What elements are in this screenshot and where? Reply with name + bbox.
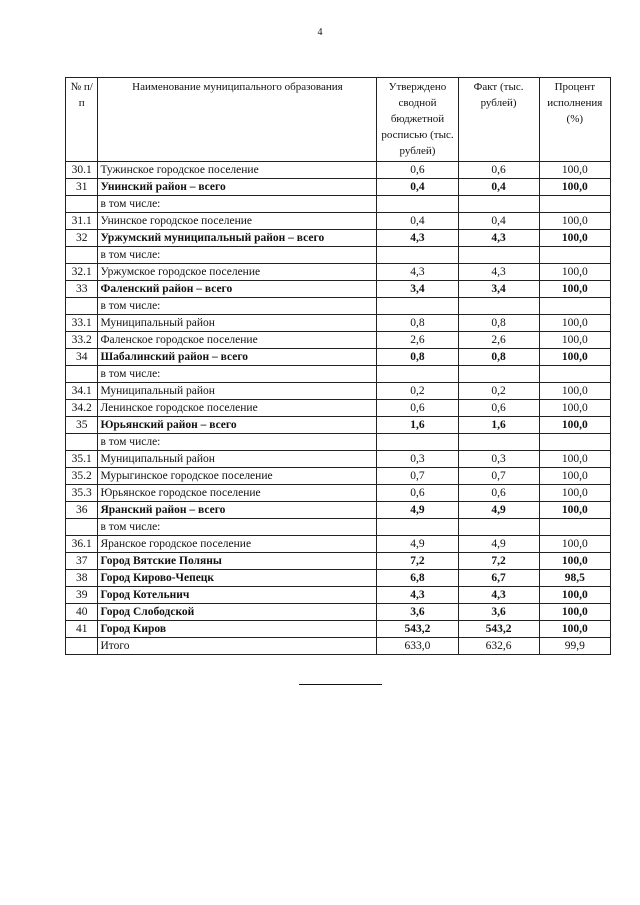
table-row	[66, 451, 611, 468]
actual-amount-cell: 0,6	[458, 162, 539, 179]
row-number-cell	[66, 196, 98, 213]
table-row	[66, 332, 611, 349]
table-row	[66, 179, 611, 196]
municipality-name-cell: в том числе:	[98, 298, 377, 315]
row-number-cell: 33.1	[66, 315, 98, 332]
actual-amount-cell: 543,2	[458, 621, 539, 638]
actual-amount-cell: 3,4	[458, 281, 539, 298]
table-row	[66, 162, 611, 179]
row-number-cell: 32	[66, 230, 98, 247]
approved-amount-cell: 2,6	[377, 332, 458, 349]
execution-percent-cell: 100,0	[539, 162, 610, 179]
approved-amount-cell	[377, 247, 458, 264]
approved-amount-cell: 6,8	[377, 570, 458, 587]
approved-amount-cell: 0,4	[377, 179, 458, 196]
budget-execution-table	[65, 77, 611, 655]
table-row	[66, 536, 611, 553]
approved-amount-cell: 7,2	[377, 553, 458, 570]
approved-amount-cell: 0,7	[377, 468, 458, 485]
actual-amount-cell: 4,9	[458, 502, 539, 519]
approved-amount-cell: 0,6	[377, 400, 458, 417]
row-number-cell: 41	[66, 621, 98, 638]
table-row	[66, 383, 611, 400]
actual-amount-cell: 0,6	[458, 400, 539, 417]
table-row	[66, 468, 611, 485]
approved-amount-cell	[377, 519, 458, 536]
table-row	[66, 400, 611, 417]
actual-amount-cell: 7,2	[458, 553, 539, 570]
execution-percent-cell: 100,0	[539, 383, 610, 400]
execution-percent-cell	[539, 366, 610, 383]
row-number-cell: 33	[66, 281, 98, 298]
approved-amount-cell: 4,3	[377, 230, 458, 247]
execution-percent-cell: 100,0	[539, 264, 610, 281]
municipality-name-cell: Унинское городское поселение	[98, 213, 377, 230]
actual-amount-cell: 0,4	[458, 213, 539, 230]
municipality-name-cell: Мурыгинское городское поселение	[98, 468, 377, 485]
table-row	[66, 519, 611, 536]
actual-amount-cell: 0,7	[458, 468, 539, 485]
table-row	[66, 281, 611, 298]
municipality-name-cell: Муниципальный район	[98, 315, 377, 332]
approved-amount-cell	[377, 298, 458, 315]
table-row	[66, 621, 611, 638]
table-row	[66, 264, 611, 281]
execution-percent-cell	[539, 519, 610, 536]
actual-amount-cell	[458, 196, 539, 213]
table-row	[66, 230, 611, 247]
execution-percent-cell: 100,0	[539, 485, 610, 502]
execution-percent-cell: 100,0	[539, 230, 610, 247]
table-row	[66, 587, 611, 604]
approved-amount-cell: 0,8	[377, 315, 458, 332]
municipality-name-cell: Унинский район – всего	[98, 179, 377, 196]
municipality-name-cell: Город Котельнич	[98, 587, 377, 604]
execution-percent-cell: 99,9	[539, 638, 610, 655]
municipality-name-cell: Ленинское городское поселение	[98, 400, 377, 417]
table-row	[66, 485, 611, 502]
execution-percent-cell: 100,0	[539, 349, 610, 366]
row-number-cell: 40	[66, 604, 98, 621]
actual-amount-cell	[458, 366, 539, 383]
municipality-name-cell: Уржумское городское поселение	[98, 264, 377, 281]
actual-amount-cell: 0,3	[458, 451, 539, 468]
approved-amount-cell: 3,6	[377, 604, 458, 621]
approved-amount-cell: 0,8	[377, 349, 458, 366]
actual-amount-cell: 632,6	[458, 638, 539, 655]
row-number-cell	[66, 638, 98, 655]
actual-amount-cell: 0,8	[458, 349, 539, 366]
municipality-name-cell: Фаленское городское поселение	[98, 332, 377, 349]
municipality-name-cell: Город Вятские Поляны	[98, 553, 377, 570]
table-row	[66, 553, 611, 570]
row-number-cell: 35.3	[66, 485, 98, 502]
approved-amount-cell: 1,6	[377, 417, 458, 434]
actual-amount-cell: 4,3	[458, 230, 539, 247]
municipality-name-cell: Яранское городское поселение	[98, 536, 377, 553]
table-row	[66, 604, 611, 621]
execution-percent-cell: 98,5	[539, 570, 610, 587]
approved-amount-cell	[377, 196, 458, 213]
municipality-name-cell: Юрьянское городское поселение	[98, 485, 377, 502]
municipality-name-cell: Город Слободской	[98, 604, 377, 621]
approved-amount-cell: 0,2	[377, 383, 458, 400]
execution-percent-cell: 100,0	[539, 604, 610, 621]
table-row	[66, 638, 611, 655]
execution-percent-cell	[539, 298, 610, 315]
end-of-document-line	[299, 684, 382, 685]
table-row	[66, 196, 611, 213]
row-number-cell: 30.1	[66, 162, 98, 179]
municipality-name-cell: Тужинское городское поселение	[98, 162, 377, 179]
approved-amount-cell: 0,3	[377, 451, 458, 468]
execution-percent-cell	[539, 434, 610, 451]
actual-amount-cell: 2,6	[458, 332, 539, 349]
actual-amount-cell: 0,2	[458, 383, 539, 400]
municipality-name-cell: Уржумский муниципальный район – всего	[98, 230, 377, 247]
table-header-row	[66, 78, 611, 162]
actual-amount-cell	[458, 247, 539, 264]
approved-amount-cell: 4,9	[377, 502, 458, 519]
municipality-name-cell: в том числе:	[98, 196, 377, 213]
execution-percent-cell: 100,0	[539, 587, 610, 604]
table-row	[66, 315, 611, 332]
header-number: № п/п	[66, 78, 98, 162]
municipality-name-cell: в том числе:	[98, 434, 377, 451]
table-row	[66, 417, 611, 434]
row-number-cell: 35.2	[66, 468, 98, 485]
execution-percent-cell: 100,0	[539, 213, 610, 230]
row-number-cell: 34.1	[66, 383, 98, 400]
execution-percent-cell: 100,0	[539, 468, 610, 485]
actual-amount-cell: 1,6	[458, 417, 539, 434]
actual-amount-cell: 0,8	[458, 315, 539, 332]
approved-amount-cell: 4,3	[377, 264, 458, 281]
municipality-name-cell: Итого	[98, 638, 377, 655]
row-number-cell	[66, 434, 98, 451]
row-number-cell: 36.1	[66, 536, 98, 553]
table-body	[66, 162, 611, 655]
row-number-cell	[66, 366, 98, 383]
table-row	[66, 366, 611, 383]
approved-amount-cell: 4,3	[377, 587, 458, 604]
execution-percent-cell: 100,0	[539, 179, 610, 196]
row-number-cell: 31	[66, 179, 98, 196]
actual-amount-cell	[458, 298, 539, 315]
municipality-name-cell: в том числе:	[98, 519, 377, 536]
execution-percent-cell: 100,0	[539, 400, 610, 417]
actual-amount-cell: 4,9	[458, 536, 539, 553]
header-execution-percent: Процент исполнения (%)	[539, 78, 610, 162]
municipality-name-cell: Фаленский район – всего	[98, 281, 377, 298]
row-number-cell	[66, 298, 98, 315]
municipality-name-cell: Муниципальный район	[98, 451, 377, 468]
row-number-cell: 31.1	[66, 213, 98, 230]
row-number-cell: 39	[66, 587, 98, 604]
actual-amount-cell: 6,7	[458, 570, 539, 587]
row-number-cell	[66, 247, 98, 264]
header-municipality-name: Наименование муниципального образования	[98, 78, 377, 162]
execution-percent-cell: 100,0	[539, 332, 610, 349]
row-number-cell: 37	[66, 553, 98, 570]
table-row	[66, 298, 611, 315]
table-row	[66, 213, 611, 230]
row-number-cell: 33.2	[66, 332, 98, 349]
execution-percent-cell	[539, 247, 610, 264]
municipality-name-cell: Шабалинский район – всего	[98, 349, 377, 366]
row-number-cell	[66, 519, 98, 536]
table-row	[66, 502, 611, 519]
row-number-cell: 35.1	[66, 451, 98, 468]
actual-amount-cell	[458, 519, 539, 536]
execution-percent-cell: 100,0	[539, 553, 610, 570]
row-number-cell: 32.1	[66, 264, 98, 281]
municipality-name-cell: Город Киров	[98, 621, 377, 638]
approved-amount-cell: 543,2	[377, 621, 458, 638]
table-row	[66, 434, 611, 451]
approved-amount-cell: 3,4	[377, 281, 458, 298]
approved-amount-cell: 0,4	[377, 213, 458, 230]
municipality-name-cell: в том числе:	[98, 366, 377, 383]
page-number: 4	[317, 27, 323, 38]
approved-amount-cell: 633,0	[377, 638, 458, 655]
execution-percent-cell: 100,0	[539, 281, 610, 298]
row-number-cell: 38	[66, 570, 98, 587]
municipality-name-cell: Яранский район – всего	[98, 502, 377, 519]
actual-amount-cell	[458, 434, 539, 451]
table-row	[66, 570, 611, 587]
actual-amount-cell: 3,6	[458, 604, 539, 621]
row-number-cell: 34.2	[66, 400, 98, 417]
approved-amount-cell: 0,6	[377, 162, 458, 179]
approved-amount-cell: 0,6	[377, 485, 458, 502]
actual-amount-cell: 4,3	[458, 587, 539, 604]
table-row	[66, 349, 611, 366]
actual-amount-cell: 4,3	[458, 264, 539, 281]
row-number-cell: 36	[66, 502, 98, 519]
municipality-name-cell: Муниципальный район	[98, 383, 377, 400]
header-approved-amount: Утверждено сводной бюджетной росписью (тыс. рублей)	[377, 78, 458, 162]
approved-amount-cell	[377, 434, 458, 451]
execution-percent-cell: 100,0	[539, 502, 610, 519]
execution-percent-cell: 100,0	[539, 417, 610, 434]
row-number-cell: 35	[66, 417, 98, 434]
actual-amount-cell: 0,6	[458, 485, 539, 502]
header-actual-amount: Факт (тыс. рублей)	[458, 78, 539, 162]
table-row	[66, 247, 611, 264]
execution-percent-cell	[539, 196, 610, 213]
row-number-cell: 34	[66, 349, 98, 366]
municipality-name-cell: Юрьянский район – всего	[98, 417, 377, 434]
execution-percent-cell: 100,0	[539, 315, 610, 332]
execution-percent-cell: 100,0	[539, 621, 610, 638]
approved-amount-cell	[377, 366, 458, 383]
actual-amount-cell: 0,4	[458, 179, 539, 196]
municipality-name-cell: Город Кирово-Чепецк	[98, 570, 377, 587]
municipality-name-cell: в том числе:	[98, 247, 377, 264]
execution-percent-cell: 100,0	[539, 536, 610, 553]
execution-percent-cell: 100,0	[539, 451, 610, 468]
approved-amount-cell: 4,9	[377, 536, 458, 553]
